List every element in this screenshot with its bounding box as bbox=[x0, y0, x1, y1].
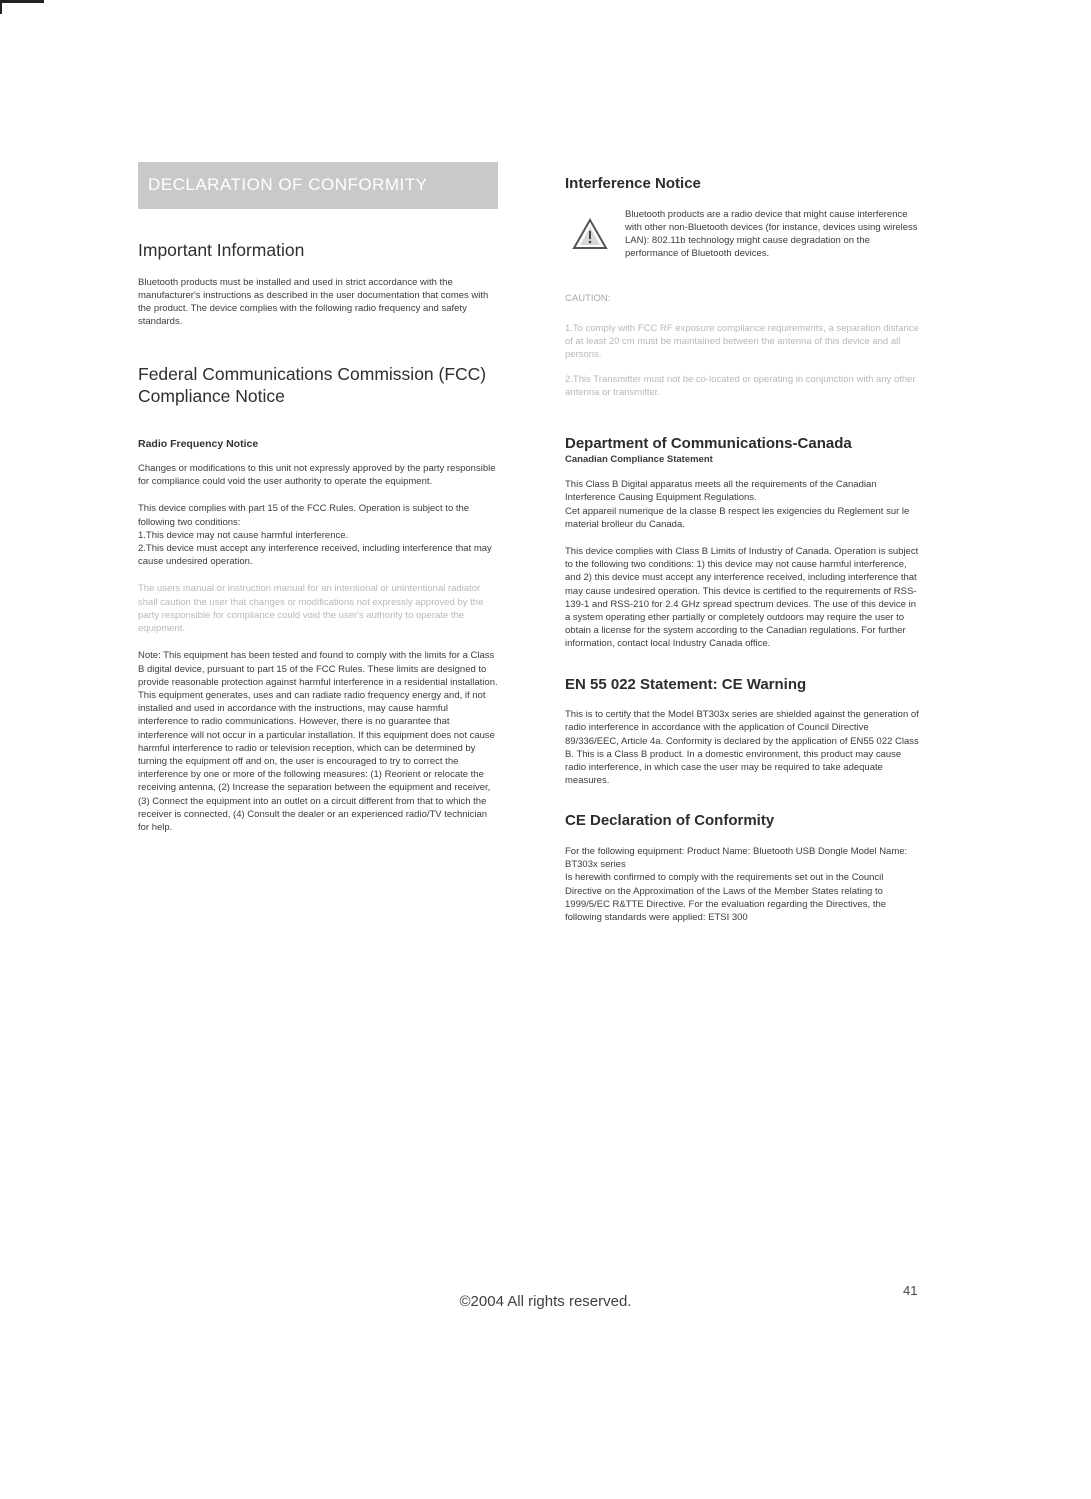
canada-paragraph-1: This Class B Digital apparatus meets all the requirements of the Canadian Interference Causing Equipment Regulations. Cet appareil numerique de la classe B respect les exigencies du Reglement sur le material brolleur du Canada. bbox=[565, 479, 910, 530]
scan-edge-mark-vertical bbox=[0, 0, 2, 14]
radio-frequency-heading: Radio Frequency Notice bbox=[138, 438, 259, 451]
interference-notice-body: Bluetooth products are a radio device that might cause interference with other non-Bluetooth devices (for instance, devices using wireless LAN): 802.11b technology might cause degradation on the performance of Bluetooth devices. bbox=[625, 208, 918, 260]
scan-edge-mark bbox=[0, 0, 44, 3]
rf-paragraph-3: The users manual or instruction manual for an intentional or unintentional radiator shall caution the user that changes or modifications not expressly approved by the party responsible for compliance could void the user's authority to operate the equipment. bbox=[138, 583, 484, 635]
rf-paragraph-1: Changes or modifications to this unit not expressly approved by the party responsible for compliance could void the user authority to operate the equipment. bbox=[138, 463, 496, 488]
copyright-footer: ©2004 All rights reserved. bbox=[459, 1293, 632, 1310]
page-number: 41 bbox=[903, 1283, 918, 1298]
canada-paragraph-2: This device complies with Class B Limits of Industry of Canada. Operation is subject to the following two conditions: 1) this device may not cause harmful interference, and 2) this device must accept any interference received, including interference that may cause undesired operation. This device is certified to the requirements of RSS-139-1 and RSS-210 for 2.4 GHz spread spectrum devices. The use of this device in a system operating ether partially or completely outdoors may require the user to obtain a license for the system according to the Canadian regulations. For further information, contact local Industry Canada office. bbox=[565, 546, 919, 650]
caution-item-1: 1.To comply with FCC RF exposure compliance requirements, a separation distance of at least 20 cm must be maintained between the antenna of this device and all persons. bbox=[565, 322, 919, 360]
declaration-banner: DECLARATION OF CONFORMITY bbox=[138, 162, 498, 209]
warning-triangle-icon bbox=[565, 208, 615, 261]
ce-declaration-title: CE Declaration of Conformity bbox=[565, 812, 775, 830]
interference-notice-title: Interference Notice bbox=[565, 175, 701, 192]
interference-notice bbox=[565, 208, 921, 261]
rf-paragraph-2: This device complies with part 15 of the FCC Rules. Operation is subject to the following two conditions: 1.This device may not cause harmful interference. 2.This device must accept any interference received, including interference that may cause undesired operation. bbox=[138, 503, 492, 568]
rf-paragraph-4: Note: This equipment has been tested and found to comply with the limits for a Class B digital device, pursuant to part 15 of the FCC Rules. These limits are designed to provide reasonable protection against harmful interference in a residential installation. This equipment generates, uses and can radiate radio frequency energy and, if not installed and used in accordance with the instructions, may cause harmful interference to radio communications. However, there is no guarantee that interference will not occur in a particular installation. If this equipment does not cause harmful interference to radio or television reception, which can be determined by turning the equipment off and on, the user is encouraged to try to correct the interference by one or more of the following measures: (1) Reorient or relocate the receiving antenna, (2) Increase the separation between the equipment and receiver, (3) Connect the equipment into an outlet on a circuit different from that to which the receiver is connected, (4) Consult the dealer or an experienced radio/TV technician for help. bbox=[138, 650, 498, 833]
en55022-title: EN 55 022 Statement: CE Warning bbox=[565, 675, 807, 693]
left-column bbox=[138, 162, 498, 834]
canada-subtitle: Canadian Compliance Statement bbox=[565, 454, 713, 466]
canada-title: Department of Communications-Canada bbox=[565, 434, 852, 452]
caution-item-2: 2.This Transmitter must not be co-located or operating in conjunction with any other antenna or transmitter. bbox=[565, 374, 916, 399]
right-column bbox=[565, 174, 921, 924]
important-information-title: Important Information bbox=[138, 240, 305, 260]
en55022-body: This is to certify that the Model BT303x series are shielded against the generation of radio interference in accordance with the application of Council Directive 89/336/EEC, Article 4a. Conformity is declared by the application of EN55 022 Class B. This is a Class B product. In a domestic environment, this product may cause radio interference, in which case the user may be required to take adequate measures. bbox=[565, 709, 919, 787]
caution-label: CAUTION: bbox=[565, 293, 611, 305]
fcc-title: Federal Communications Commission (FCC) Compliance Notice bbox=[138, 363, 487, 407]
important-information-body: Bluetooth products must be installed and used in strict accordance with the manufacturer's instructions as described in the user documentation that comes with the product. The device complies with the following radio frequency and safety standards. bbox=[138, 276, 489, 328]
ce-declaration-body: For the following equipment: Product Name: Bluetooth USB Dongle Model Name: BT303x series Is herewith confirmed to comply with the requirements set out in the Council Directive on the Approximation of the Laws of the Member States relating to 1999/5/EC R&TTE Directive. For the evaluation regarding the Directives, the following standards were applied: ETSI 300 bbox=[565, 845, 908, 923]
